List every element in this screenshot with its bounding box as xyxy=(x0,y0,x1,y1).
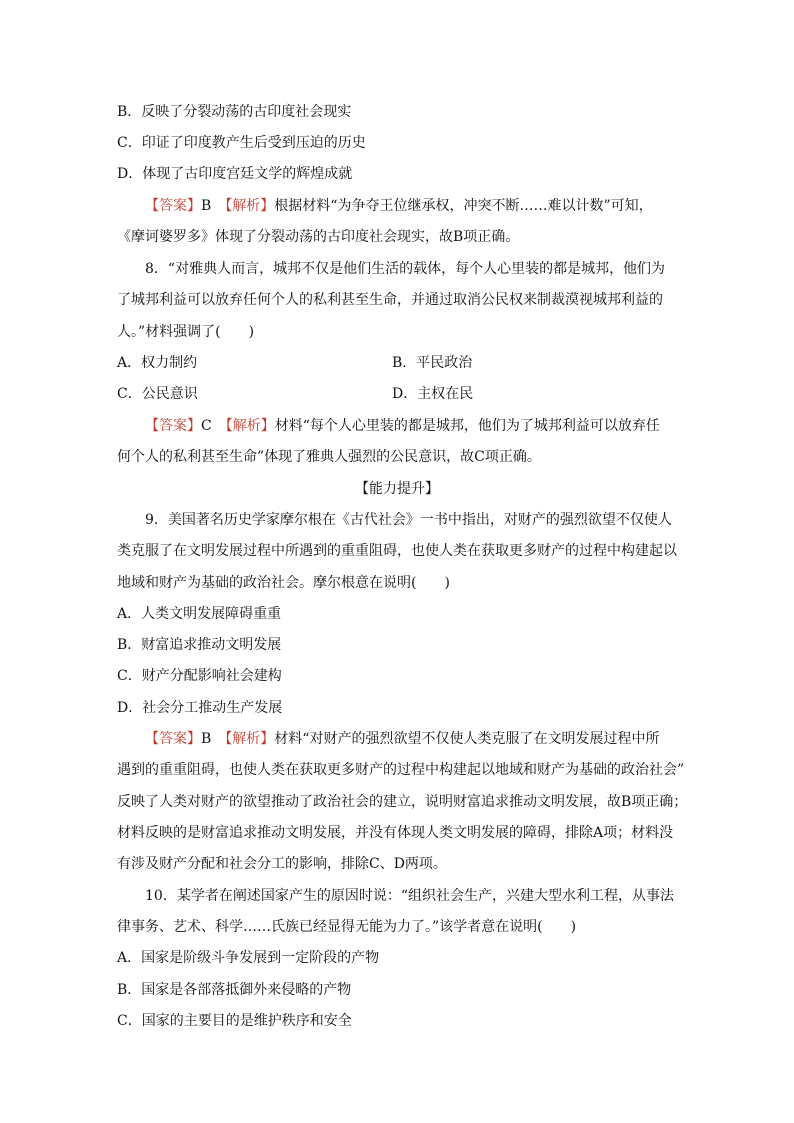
explanation-label: 【解析】 xyxy=(225,198,275,214)
answer-value: B xyxy=(201,731,226,747)
q8-stem-line-1: 8．“对雅典人而言，城邦不仅是他们生活的载体，每个人心里装的都是城邦，他们为 xyxy=(145,261,666,277)
q9-explanation-line-2: 遇到的重重阻碍，也使人类在获取更多财产的过程中构建起以地域和财产为基础的政治社会” xyxy=(117,762,685,778)
q10-stem-line-1: 10．某学者在阐述国家产生的原因时说：“组织社会生产，兴建大型水利工程，从事法 xyxy=(145,888,674,904)
q7-answer-line xyxy=(145,196,705,216)
explanation-label: 【解析】 xyxy=(225,731,275,747)
q8-options-row-1 xyxy=(117,353,677,373)
q9-answer-line xyxy=(145,729,705,749)
q10-option-c: C．国家的主要目的是维护秩序和安全 xyxy=(117,1013,352,1029)
q10-option-b: B．国家是各部落抵御外来侵略的产物 xyxy=(117,982,352,998)
explanation-text: 根据材料“为争夺王位继承权，冲突不断……难以计数”可知， xyxy=(274,198,653,214)
q8-option-d: D．主权在民 xyxy=(392,386,474,402)
explanation-text: 材料“每个人心里装的都是城邦，他们为了城邦利益可以放弃任 xyxy=(274,418,660,434)
q9-explanation-line-4: 材料反映的是财富追求推动文明发展，并没有体现人类文明发展的障碍，排除A项；材料没 xyxy=(117,825,674,841)
explanation-label: 【解析】 xyxy=(225,418,275,434)
q9-explanation-line-3: 反映了人类对财产的欲望推动了政治社会的建立，说明财富追求推动文明发展，故B项正确； xyxy=(117,794,688,810)
answer-label: 【答案】 xyxy=(145,731,201,747)
q9-option-b: B．财富追求推动文明发展 xyxy=(117,637,282,653)
q9-stem-line-1: 9．美国著名历史学家摩尔根在《古代社会》一书中指出，对财产的强烈欲望不仅使人 xyxy=(145,512,672,528)
q9-stem-line-3: 地域和财产为基础的政治社会。摩尔根意在说明( ) xyxy=(117,575,450,591)
q10-option-a: A．国家是阶级斗争发展到一定阶段的产物 xyxy=(117,950,380,966)
q9-explanation-line-5: 有涉及财产分配和社会分工的影响，排除C、D两项。 xyxy=(117,856,447,872)
q9-option-a: A．人类文明发展障碍重重 xyxy=(117,606,282,622)
q8-explanation-line-2: 何个人的私利甚至生命”体现了雅典人强烈的公民意识，故C项正确。 xyxy=(117,449,541,465)
q8-option-a: A．权力制约 xyxy=(117,355,198,371)
answer-label: 【答案】 xyxy=(145,198,201,214)
explanation-text: 材料“对财产的强烈欲望不仅使人类克服了在文明发展过程中所 xyxy=(274,731,660,747)
q9-option-d: D．社会分工推动生产发展 xyxy=(117,700,283,716)
q8-stem-line-3: 人。”材料强调了( ) xyxy=(117,324,255,340)
q9-stem-line-2: 类克服了在文明发展过程中所遇到的重重阻碍，也使人类在获取更多财产的过程中构建起以 xyxy=(117,543,677,559)
q8-answer-line xyxy=(145,416,705,436)
q8-option-b: B．平民政治 xyxy=(392,355,473,371)
answer-value: C xyxy=(201,418,226,434)
q7-option-b: B．反映了分裂动荡的古印度社会现实 xyxy=(117,104,352,120)
q8-option-c: C．公民意识 xyxy=(117,386,198,402)
q7-explanation-line-2: 《摩诃婆罗多》体现了分裂动荡的古印度社会现实，故B项正确。 xyxy=(117,229,520,245)
answer-label: 【答案】 xyxy=(145,418,201,434)
q7-option-c: C．印证了印度教产生后受到压迫的历史 xyxy=(117,135,366,151)
q7-option-d: D．体现了古印度宫廷文学的辉煌成就 xyxy=(117,166,353,182)
section-heading: 【能力提升】 xyxy=(355,481,439,497)
q8-stem-line-2: 了城邦利益可以放弃任何个人的私利甚至生命，并通过取消公民权来制裁漠视城邦利益的 xyxy=(117,292,663,308)
q9-option-c: C．财产分配影响社会建构 xyxy=(117,668,282,684)
answer-value: B xyxy=(201,198,226,214)
q8-options-row-2 xyxy=(117,384,677,404)
q10-stem-line-2: 律事务、艺术、科学……氏族已经显得无能为力了。”该学者意在说明( ) xyxy=(117,919,577,935)
